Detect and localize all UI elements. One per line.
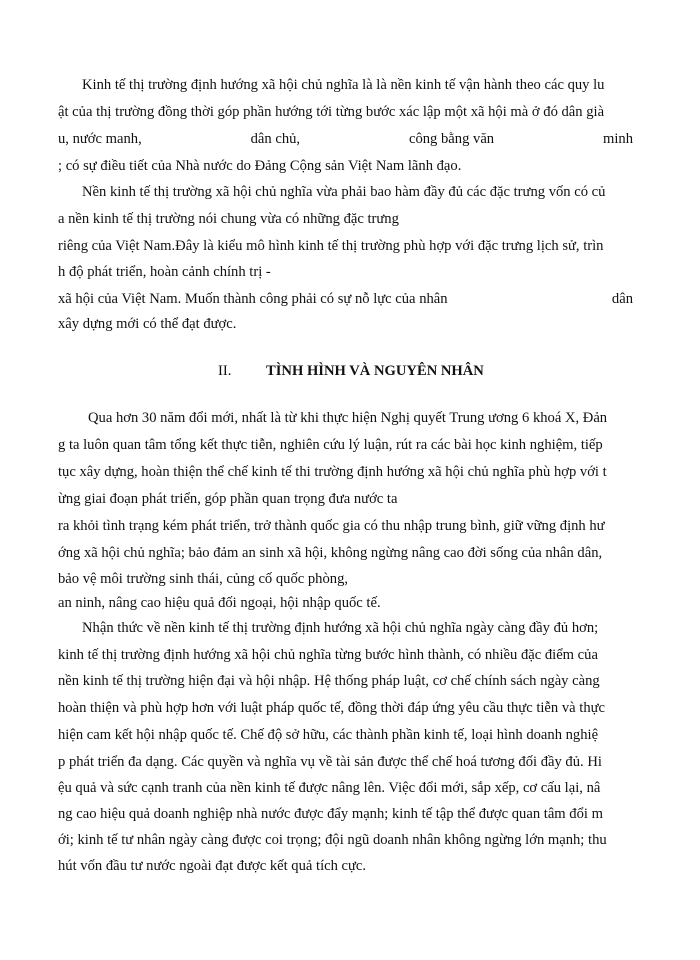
- section-number: II.: [218, 363, 232, 379]
- paragraph-4-line-3: nền kinh tế thị trường hiện đại và hội nhập. Hệ thống pháp luật, cơ chế chính sách ngày càng: [58, 673, 600, 689]
- paragraph-2-line-5-part-1: xã hội của Việt Nam. Muốn thành công phải có sự nỗ lực của nhân: [58, 291, 448, 307]
- paragraph-1-line-3: [58, 130, 633, 148]
- paragraph-4-line-2: kinh tế thị trường định hướng xã hội chủ nghĩa từng bước hình thành, có nhiều đặc điểm của: [58, 647, 598, 663]
- paragraph-1-line-2: ật của thị trường đồng thời góp phần hướng tới từng bước xác lập một xã hội mà ở đó dân già: [58, 104, 605, 120]
- paragraph-3-line-8: an ninh, nâng cao hiệu quả đối ngoại, hội nhập quốc tế.: [58, 595, 381, 611]
- paragraph-2-line-6: xây dựng mới có thể đạt được.: [58, 316, 237, 332]
- paragraph-1-line-4: ; có sự điều tiết của Nhà nước do Đảng Cộng sản Việt Nam lãnh đạo.: [58, 158, 462, 174]
- paragraph-1-line-1: Kinh tế thị trường định hướng xã hội chủ nghĩa là là nền kinh tế vận hành theo các quy lu: [82, 77, 605, 93]
- paragraph-4-line-8: ng cao hiệu quả doanh nghiệp nhà nước được đẩy mạnh; kinh tế tập thể được quan tâm đổi m: [58, 806, 603, 822]
- paragraph-4-line-1: Nhận thức về nền kinh tế thị trường định hướng xã hội chủ nghĩa ngày càng đầy đủ hơn;: [82, 620, 599, 636]
- paragraph-1-line-3-part-3: công bằng văn: [408, 131, 495, 147]
- paragraph-3-line-7: bảo vệ môi trường sinh thái, củng cố quốc phòng,: [58, 571, 349, 587]
- paragraph-3-line-4: ừng giai đoạn phát triển, góp phần quan trọng đưa nước ta: [58, 491, 398, 507]
- paragraph-4-line-7: ệu quả và sức cạnh tranh của nền kinh tế được nâng lên. Việc đổi mới, sắp xếp, cơ cấu lại, nâ: [58, 780, 601, 796]
- paragraph-2-line-5: [58, 290, 633, 308]
- paragraph-4-line-4: hoàn thiện và phù hợp hơn với luật pháp quốc tế, đồng thời đáp ứng yêu cầu thực tiễn và thực: [58, 700, 606, 716]
- paragraph-4-line-9: ới; kinh tế tư nhân ngày càng được coi trọng; đội ngũ doanh nhân không ngừng lớn mạnh; thu: [58, 832, 607, 848]
- paragraph-4-line-10: hút vốn đầu tư nước ngoài đạt được kết quả tích cực.: [58, 858, 367, 874]
- paragraph-3-line-5: ra khỏi tình trạng kém phát triển, trở thành quốc gia có thu nhập trung bình, giữ vững định hư: [58, 518, 605, 534]
- section-title: TÌNH HÌNH VÀ NGUYÊN NHÂN: [266, 363, 484, 379]
- paragraph-3-line-6: ớng xã hội chủ nghĩa; bảo đảm an sinh xã hội, không ngừng nâng cao đời sống của nhân dân,: [58, 545, 603, 561]
- paragraph-4-line-6: p phát triển đa dạng. Các quyền và nghĩa vụ về tài sản được thể chế hoá tương đối đầy đủ. Hi: [58, 754, 602, 770]
- paragraph-3-line-2: g ta luôn quan tâm tổng kết thực tiễn, nghiên cứu lý luận, rút ra các bài học kinh nghiệm, tiếp: [58, 437, 603, 453]
- paragraph-2-line-1: Nền kinh tế thị trường xã hội chủ nghĩa vừa phải bao hàm đầy đủ các đặc trưng vốn có củ: [82, 184, 606, 200]
- paragraph-1-line-3-part-1: u, nước manh,: [58, 131, 142, 147]
- paragraph-4-line-5: hiện cam kết hội nhập quốc tế. Chế độ sở hữu, các thành phần kinh tế, loại hình doanh nghiệ: [58, 727, 599, 743]
- paragraph-1-line-3-part-2: dân chủ,: [250, 131, 301, 147]
- paragraph-3-line-1: Qua hơn 30 năm đổi mới, nhất là từ khi thực hiện Nghị quyết Trung ương 6 khoá X, Đản: [88, 410, 608, 426]
- paragraph-1-line-3-part-4: minh: [603, 131, 633, 147]
- paragraph-2-line-5-part-2: dân: [611, 291, 633, 307]
- paragraph-2-line-4: h độ phát triển, hoàn cảnh chính trị -: [58, 264, 271, 280]
- paragraph-2-line-2: a nền kinh tế thị trường nói chung vừa có những đặc trưng: [58, 211, 399, 227]
- paragraph-2-line-3: riêng của Việt Nam.Đây là kiểu mô hình kinh tế thị trường phù hợp với đặc trưng lịch sử, trìn: [58, 238, 604, 254]
- paragraph-3-line-3: tục xây dựng, hoàn thiện thể chế kinh tế thi trường định hướng xã hội chủ nghĩa phù hợp với t: [58, 464, 607, 480]
